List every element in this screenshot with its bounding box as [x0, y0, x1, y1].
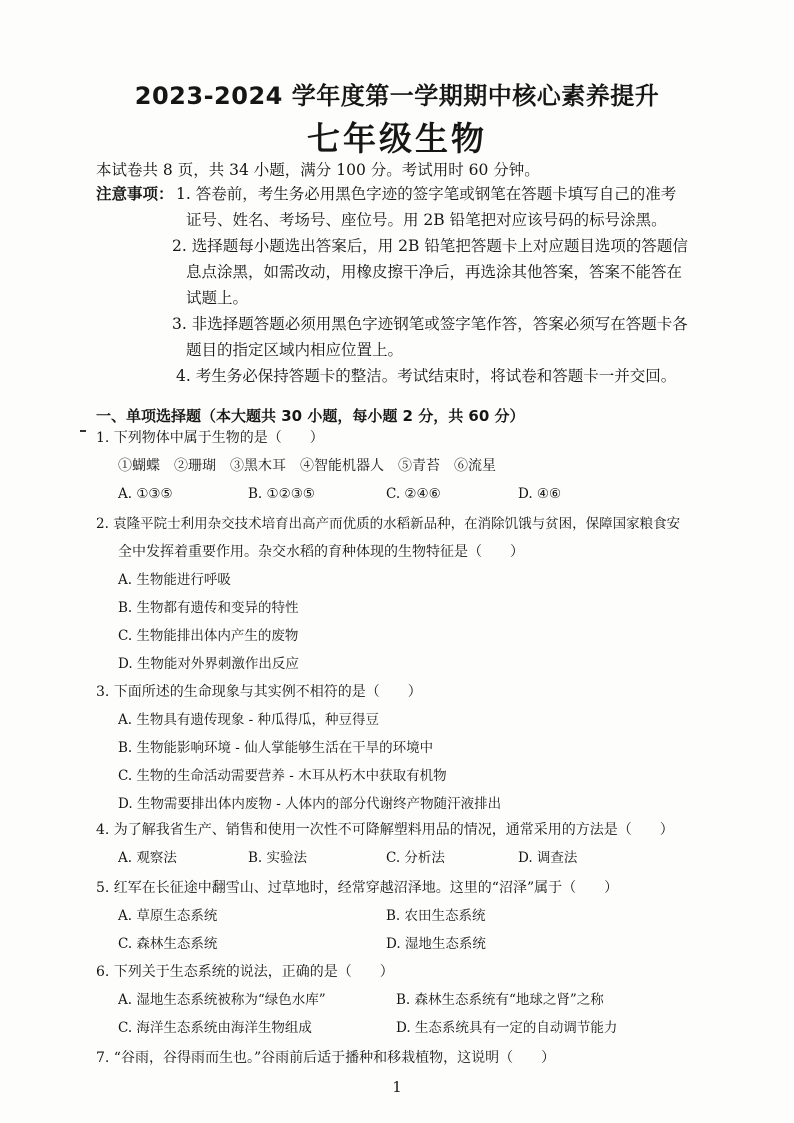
question-1-option-a: A. ①③⑤ [118, 486, 173, 502]
question-3-option-c: C. 生物的生命活动需要营养 - 木耳从朽木中获取有机物 [118, 768, 447, 784]
question-6-option-a: A. 湿地生态系统被称为“绿色水库” [118, 992, 326, 1008]
notice-line: 题目的指定区域内相应位置上。 [186, 341, 404, 359]
notice-line: 证号、姓名、考场号、座位号。用 2B 铅笔把对应该号码的标号涂黑。 [186, 211, 667, 229]
question-2-option-d: D. 生物能对外界刺激作出反应 [118, 656, 299, 672]
question-2-option-a: A. 生物能进行呼吸 [118, 572, 231, 588]
question-1-stem: 1. 下列物体中属于生物的是（ ） [96, 430, 324, 446]
question-4-option-b: B. 实验法 [248, 850, 308, 866]
question-2-option-b: B. 生物都有遗传和变异的特性 [118, 600, 299, 616]
section-heading: 一、单项选择题（本大题共 30 小题，每小题 2 分，共 60 分） [96, 407, 525, 425]
question-3-stem: 3. 下面所述的生命现象与其实例不相符的是（ ） [96, 684, 422, 700]
subject-title: 七年级生物 [307, 119, 487, 158]
exam-title: 2023-2024 学年度第一学期期中核心素养提升 [134, 82, 660, 110]
notice-line: 1. 答卷前，考生务必用黑色字迹的签字笔或钢笔在答题卡填写自己的准考 [176, 185, 677, 203]
notice-line: 2. 选择题每小题选出答案后，用 2B 铅笔把答题卡上对应题目选项的答题信 [172, 237, 688, 255]
question-2-option-c: C. 生物能排出体内产生的废物 [118, 628, 299, 644]
question-7-stem: 7. “谷雨，谷得雨而生也。”谷雨前后适于播种和移栽植物，这说明（ ） [96, 1050, 556, 1066]
scan-mark [80, 430, 86, 432]
question-6-stem: 6. 下列关于生态系统的说法，正确的是（ ） [96, 964, 394, 980]
question-4-stem: 4. 为了解我省生产、销售和使用一次性不可降解塑料用品的情况，通常采用的方法是（ ） [96, 822, 674, 838]
notice-line: 息点涂黑，如需改动，用橡皮擦干净后，再选涂其他答案，答案不能答在 [186, 263, 683, 281]
question-2-stem: 2. 袁隆平院士利用杂交技术培育出高产而优质的水稻新品种，在消除饥饿与贫困，保障国家粮食安 [96, 516, 681, 532]
question-6-option-c: C. 海洋生态系统由海洋生物组成 [118, 1020, 312, 1036]
question-6-option-d: D. 生态系统具有一定的自动调节能力 [396, 1020, 618, 1036]
notice-label: 注意事项： [96, 185, 174, 203]
question-4-option-c: C. 分析法 [386, 850, 445, 866]
question-2-stem-cont: 全中发挥着重要作用。杂交水稻的育种体现的生物特征是（ ） [118, 544, 524, 560]
question-1-option-b: B. ①②③⑤ [248, 486, 315, 502]
page-number: 1 [392, 1078, 402, 1096]
question-5-option-d: D. 湿地生态系统 [386, 936, 486, 952]
question-5-option-b: B. 农田生态系统 [386, 908, 486, 924]
question-3-option-d: D. 生物需要排出体内废物 - 人体内的部分代谢终产物随汗液排出 [118, 796, 502, 812]
question-1-option-d: D. ④⑥ [518, 486, 562, 502]
notice-line: 试题上。 [186, 289, 249, 307]
question-1-items: ①蝴蝶 ②珊瑚 ③黑木耳 ④智能机器人 ⑤青苔 ⑥流星 [118, 458, 496, 474]
question-4-option-a: A. 观察法 [118, 850, 177, 866]
question-1-option-c: C. ②④⑥ [386, 486, 441, 502]
notice-line: 3. 非选择题答题必须用黑色字迹钢笔或签字笔作答，答案必须写在答题卡各 [172, 315, 688, 333]
question-5-option-c: C. 森林生态系统 [118, 936, 218, 952]
question-6-option-b: B. 森林生态系统有“地球之肾”之称 [396, 992, 604, 1008]
question-3-option-b: B. 生物能影响环境 - 仙人掌能够生活在干旱的环境中 [118, 740, 434, 756]
question-3-option-a: A. 生物具有遗传现象 - 种瓜得瓜，种豆得豆 [118, 712, 379, 728]
question-4-option-d: D. 调查法 [518, 850, 578, 866]
notice-line: 4. 考生务必保持答题卡的整洁。考试结束时，将试卷和答题卡一并交回。 [176, 367, 677, 385]
question-5-option-a: A. 草原生态系统 [118, 908, 218, 924]
exam-intro: 本试卷共 8 页，共 34 小题，满分 100 分。考试用时 60 分钟。 [96, 161, 540, 179]
question-5-stem: 5. 红军在长征途中翻雪山、过草地时，经常穿越沼泽地。这里的“沼泽”属于（ ） [96, 880, 619, 896]
